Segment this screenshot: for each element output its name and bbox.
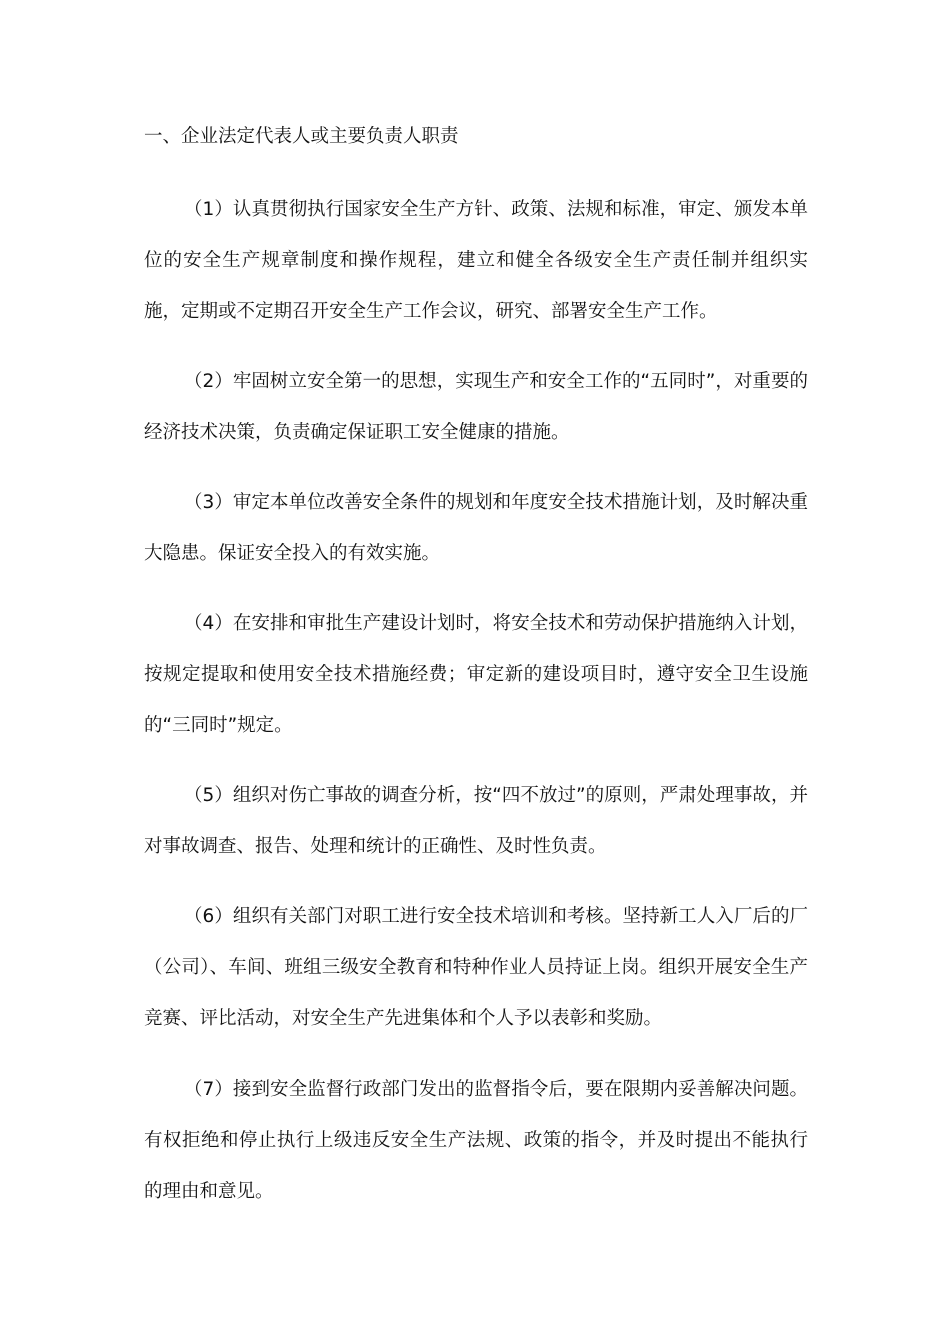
duty-paragraph-6: （6）组织有关部门对职工进行安全技术培训和考核。坚持新工人入厂后的厂（公司）、车间、班组三级安全教育和特种作业人员持证上岗。组织开展安全生产竞赛、评比活动，对安全生产先进集体和个人予以表彰和奖励。 <box>144 906 808 1029</box>
section-heading: 一、企业法定代表人或主要负责人职责 <box>144 126 459 147</box>
duty-paragraph-1: （1）认真贯彻执行国家安全生产方针、政策、法规和标准，审定、颁发本单位的安全生产规章制度和操作规程，建立和健全各级安全生产责任制并组织实施，定期或不定期召开安全生产工作会议，研究、部署安全生产工作。 <box>144 199 808 322</box>
duty-paragraph-3: （3）审定本单位改善安全条件的规划和年度安全技术措施计划，及时解决重大隐患。保证安全投入的有效实施。 <box>144 492 808 564</box>
duty-paragraph-5: （5）组织对伤亡事故的调查分析，按“四不放过”的原则，严肃处理事故，并对事故调查、报告、处理和统计的正确性、及时性负责。 <box>144 785 808 857</box>
duty-paragraph-7: （7）接到安全监督行政部门发出的监督指令后，要在限期内妥善解决问题。有权拒绝和停止执行上级违反安全生产法规、政策的指令，并及时提出不能执行的理由和意见。 <box>144 1079 808 1202</box>
duty-paragraph-4: （4）在安排和审批生产建设计划时，将安全技术和劳动保护措施纳入计划，按规定提取和使用安全技术措施经费；审定新的建设项目时，遵守安全卫生设施的“三同时”规定。 <box>144 613 808 736</box>
duty-paragraph-2: （2）牢固树立安全第一的思想，实现生产和安全工作的“五同时”，对重要的经济技术决策，负责确定保证职工安全健康的措施。 <box>144 371 808 443</box>
